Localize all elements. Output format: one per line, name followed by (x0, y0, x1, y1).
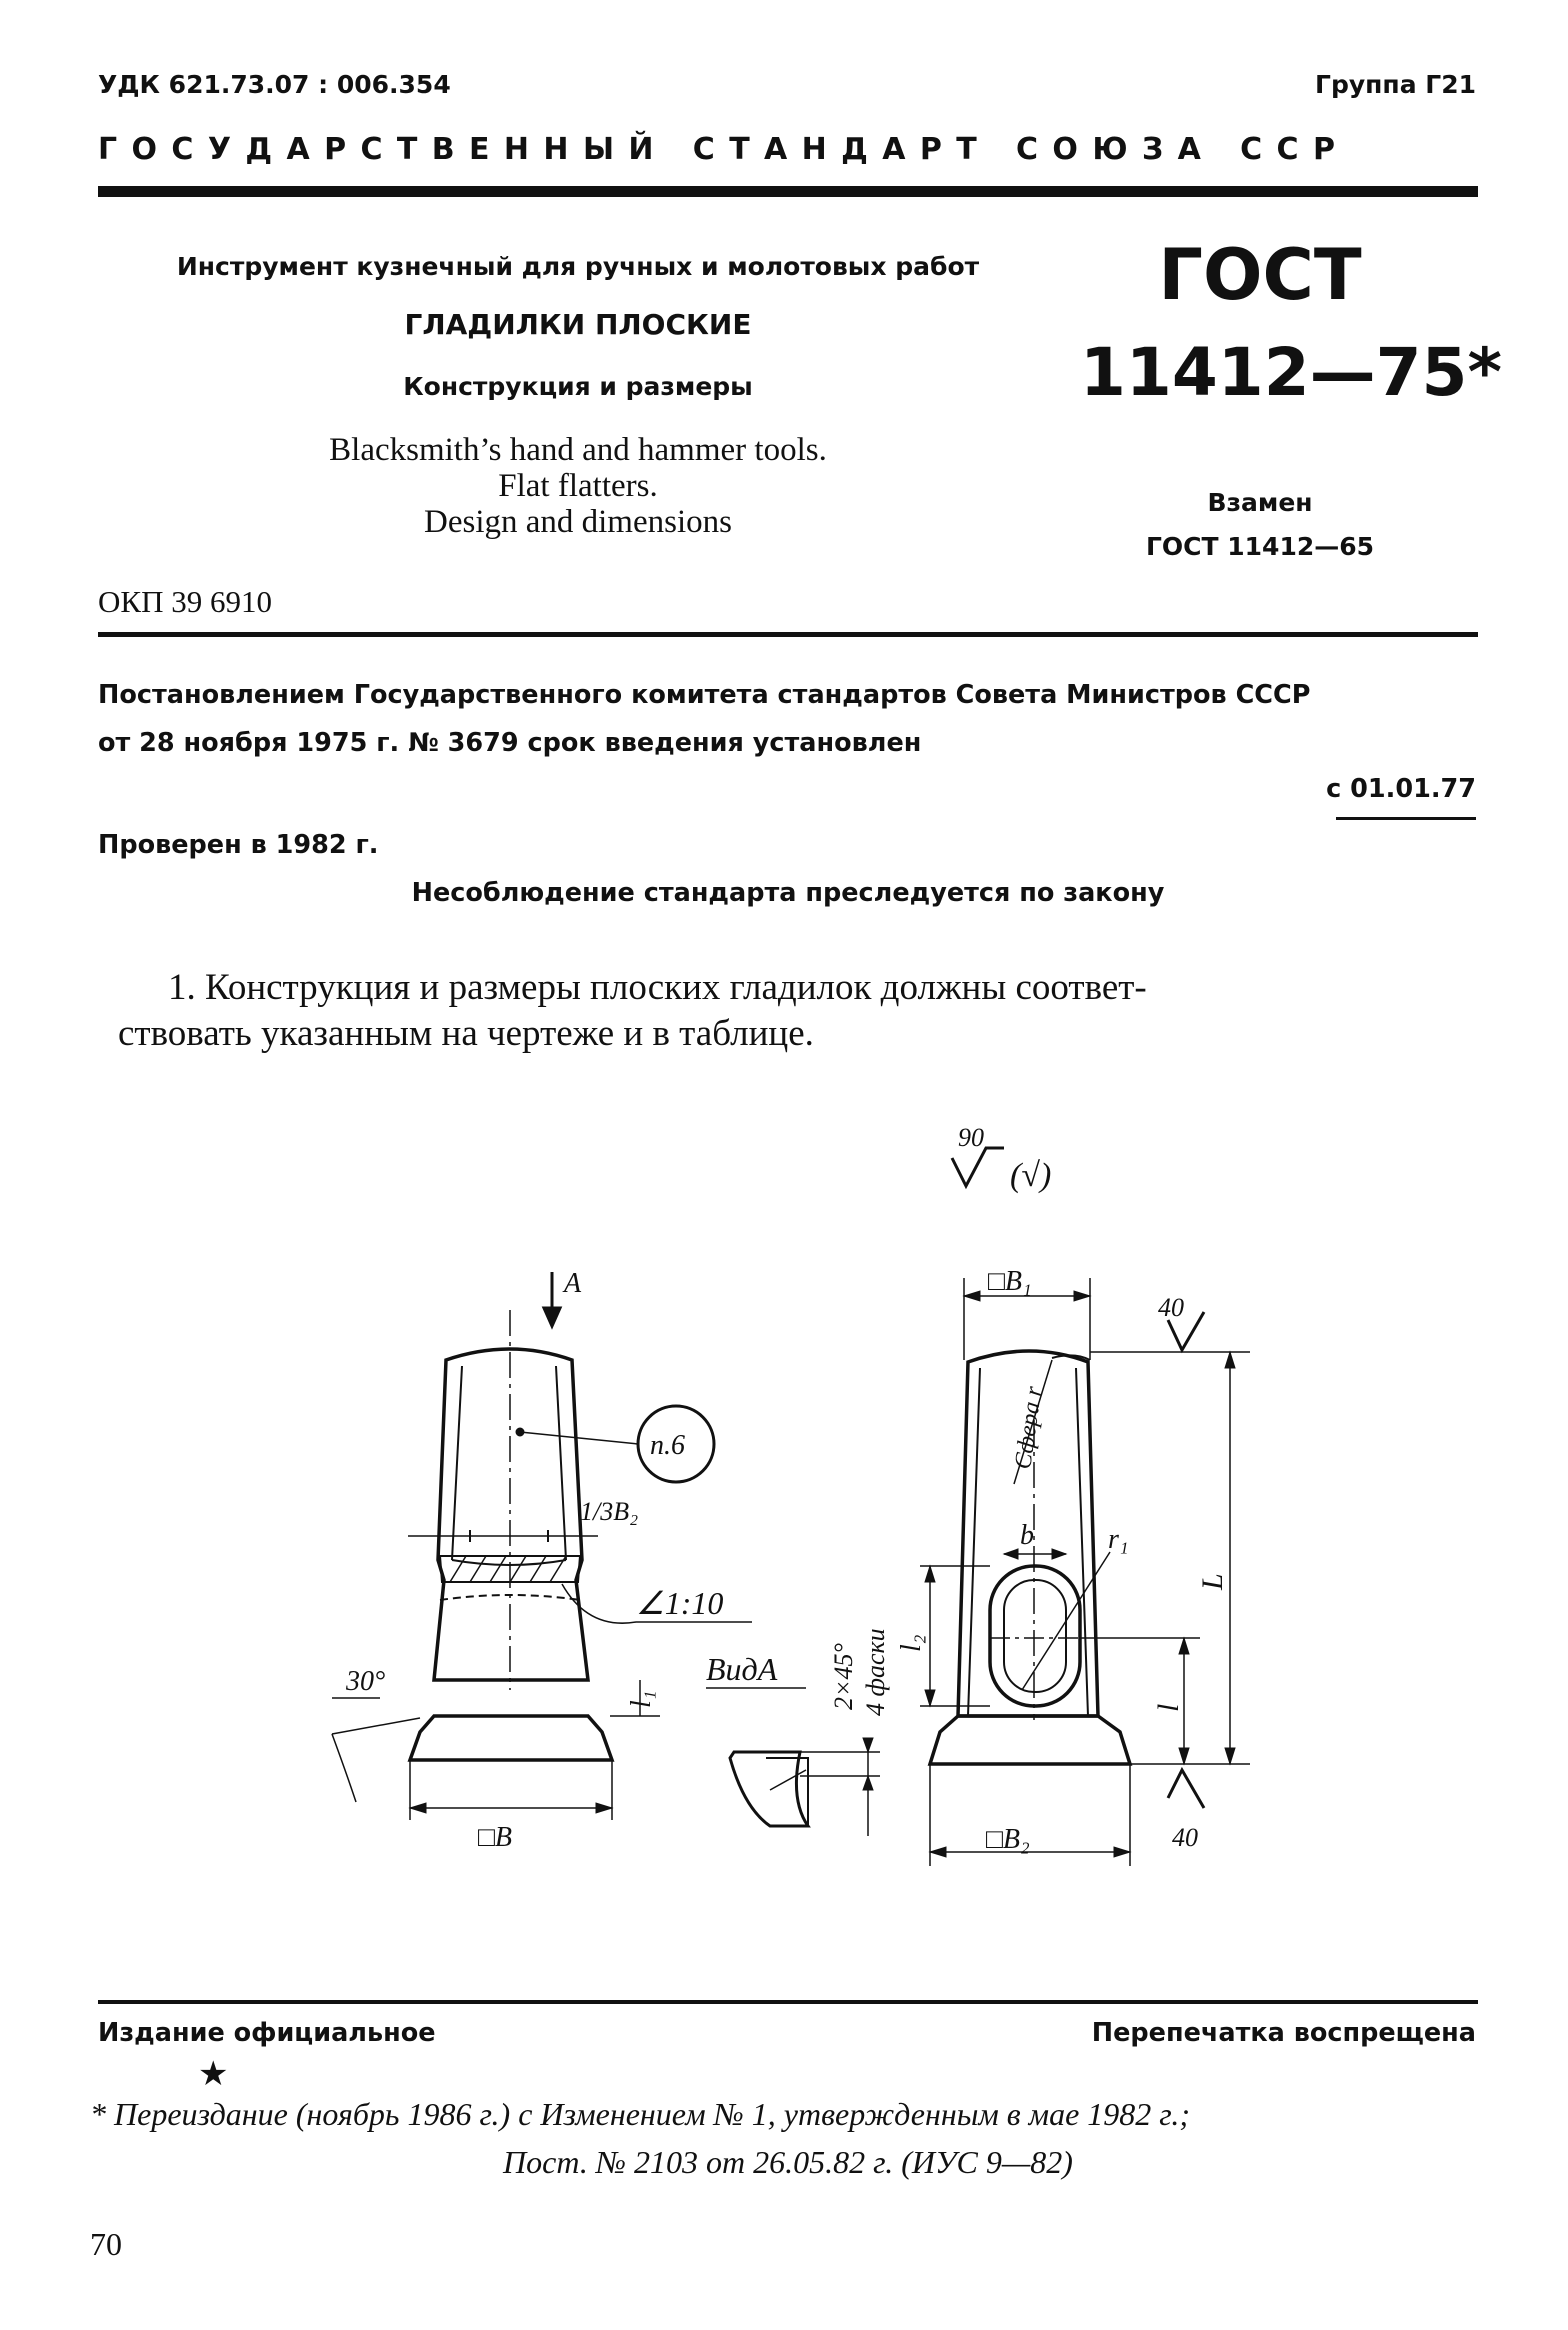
page-number: 70 (90, 2226, 122, 2262)
english-title-line3: Design and dimensions (424, 504, 732, 540)
dim-l1-label: l₁ (626, 1690, 657, 1708)
roughness-value: 90 (958, 1123, 984, 1152)
dim-b-label: b (1020, 1520, 1034, 1551)
reprint-prohibited: Перепечатка воспрещена (1091, 2018, 1476, 2048)
checked-year: Проверен в 1982 г. (98, 830, 379, 860)
roughness-top-label: 40 (1158, 1293, 1184, 1322)
document-title: ГЛАДИЛКИ ПЛОСКИЕ (404, 308, 752, 341)
third-b2-label: 1/3B₂ (580, 1497, 639, 1526)
dim-r1-label: r₁ (1108, 1524, 1129, 1555)
angle-label: 30° (346, 1666, 386, 1697)
replaces-value: ГОСТ 11412—65 (1145, 532, 1375, 561)
dim-l2-label: l₂ (896, 1634, 927, 1652)
dim-L-label: L (1196, 1573, 1229, 1590)
effective-date: с 01.01.77 (1326, 774, 1476, 804)
callout-label: п.6 (650, 1430, 685, 1461)
document-subtitle: Конструкция и размеры (403, 372, 753, 401)
state-standard-heading: ГОСУДАРСТВЕННЫЙ СТАНДАРТ СОЮЗА ССР (98, 132, 1350, 167)
reissue-note-line1: * Переиздание (ноябрь 1986 г.) с Изменением № 1, утвержденным в мае 1982 г.; (90, 2096, 1191, 2132)
replaces-label: Взамен (1207, 488, 1313, 517)
view-a-label: ВидА (706, 1651, 778, 1687)
front-view-left (332, 1272, 752, 1820)
dim-l-label: l (1152, 1703, 1185, 1712)
star-mark: ★ (198, 2056, 229, 2093)
paragraph-1-line2: ствовать указанным на чертеже и в таблице. (118, 1013, 814, 1054)
sphere-label: Сфера r (1010, 1384, 1048, 1471)
gost-label: ГОСТ (1158, 234, 1362, 316)
sq-b1-label: □B₁ (988, 1266, 1032, 1297)
tool-category: Инструмент кузнечный для ручных и молотовых работ (176, 252, 980, 281)
group-code: Группа Г21 (1315, 70, 1476, 99)
gost-number: 11412—75* (1080, 334, 1502, 411)
roughness-sign-main (952, 1148, 1004, 1186)
sq-b-label: □B (478, 1822, 513, 1853)
chamfer-count-label: 4 фаски (861, 1628, 890, 1716)
decree-line1: Постановлением Государственного комитета стандартов Совета Министров СССР (98, 680, 1311, 710)
okp-code: ОКП 39 6910 (98, 584, 272, 619)
view-arrow-label: A (564, 1268, 582, 1299)
side-view-right (920, 1278, 1250, 1866)
decree-line2: от 28 ноября 1975 г. № 3679 срок введения установлен (98, 728, 922, 758)
chamfer-label: 2×45° (829, 1643, 858, 1710)
roughness-paren: (√) (1010, 1157, 1052, 1194)
reissue-note-line2: Пост. № 2103 от 26.05.82 г. (ИУС 9—82) (503, 2144, 1073, 2180)
official-edition: Издание официальное (98, 2018, 436, 2048)
legal-warning: Несоблюдение стандарта преследуется по закону (411, 878, 1165, 908)
roughness-bottom-label: 40 (1172, 1823, 1198, 1852)
udk-code: УДК 621.73.07 : 006.354 (98, 70, 451, 99)
footer-rule (98, 2000, 1478, 2004)
sq-b2-label: □B₂ (986, 1824, 1030, 1855)
taper-label: ∠1:10 (636, 1585, 724, 1621)
english-title-line2: Flat flatters. (498, 468, 658, 504)
paragraph-1-line1: 1. Конструкция и размеры плоских гладилок должны соответ- (168, 967, 1147, 1008)
english-title-line1: Blacksmith’s hand and hammer tools. (329, 432, 827, 468)
